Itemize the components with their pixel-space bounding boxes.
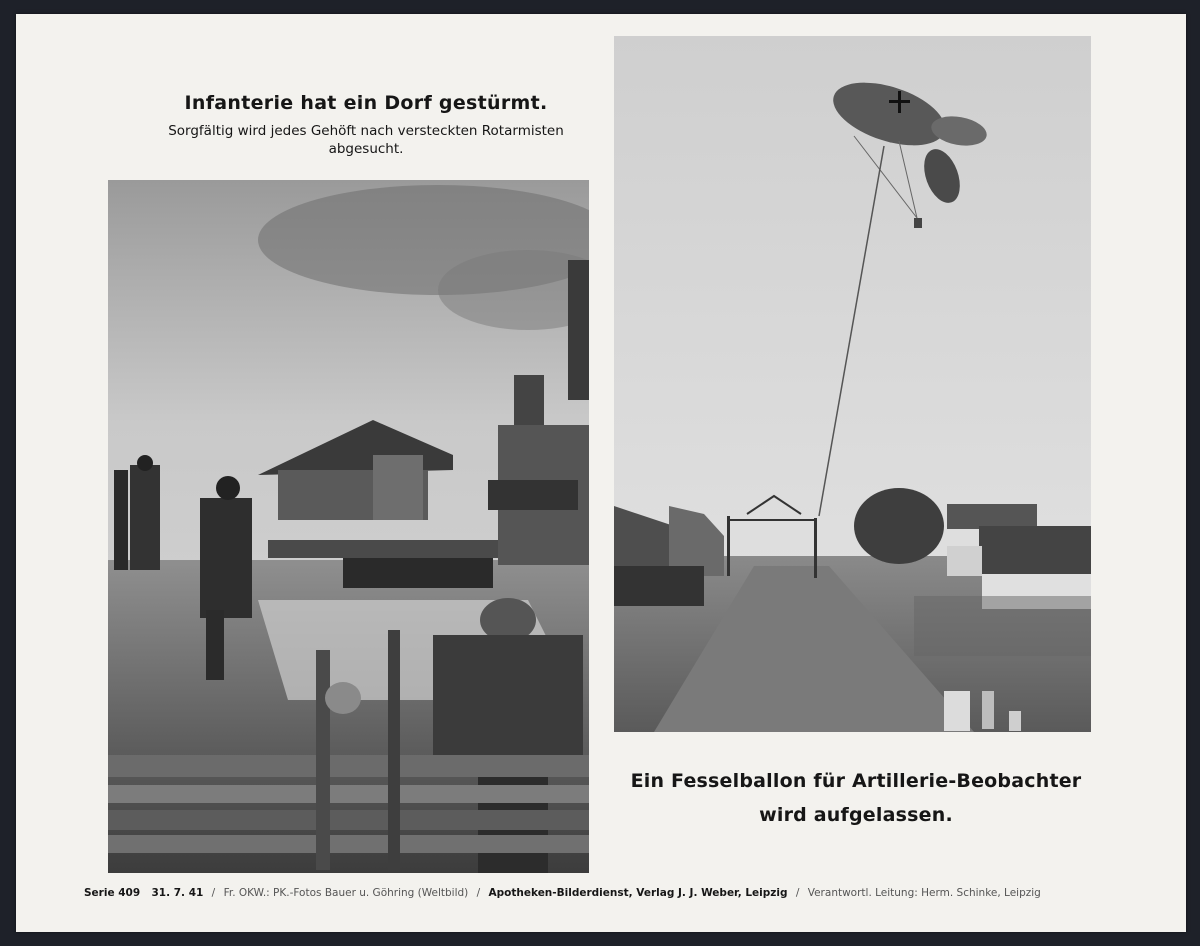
balloon-road-photo <box>614 36 1091 732</box>
left-subline-1: Sorgfältig wird jedes Gehöft nach versteckten Rotarmisten <box>168 123 564 139</box>
series-number: Serie 409 <box>84 887 141 899</box>
separator-1: / <box>211 887 216 899</box>
left-headline: Infanterie hat ein Dorf gestürmt. <box>184 92 548 114</box>
separator-2: / <box>476 887 481 899</box>
right-caption-line-2: wird aufgelassen. <box>759 804 953 826</box>
publisher: Apotheken-Bilderdienst, Verlag J. J. Weber, Leipzig <box>488 887 788 899</box>
left-subline <box>124 122 608 158</box>
left-title-block <box>124 92 608 158</box>
responsible-editor: Verantwortl. Leitung: Herm. Schinke, Leipzig <box>807 887 1041 899</box>
right-caption-line-1: Ein Fesselballon für Artillerie-Beobachter <box>630 770 1082 792</box>
separator-3: / <box>795 887 800 899</box>
photo-credit: Fr. OKW.: PK.-Fotos Bauer u. Göhring (Weltbild) <box>223 887 469 899</box>
print-sheet <box>16 14 1186 932</box>
left-subline-2: abgesucht. <box>328 141 404 157</box>
issue-date: 31. 7. 41 <box>151 887 204 899</box>
right-caption <box>606 764 1106 832</box>
footer-credits <box>84 887 1144 899</box>
village-infantry-photo <box>108 180 589 873</box>
